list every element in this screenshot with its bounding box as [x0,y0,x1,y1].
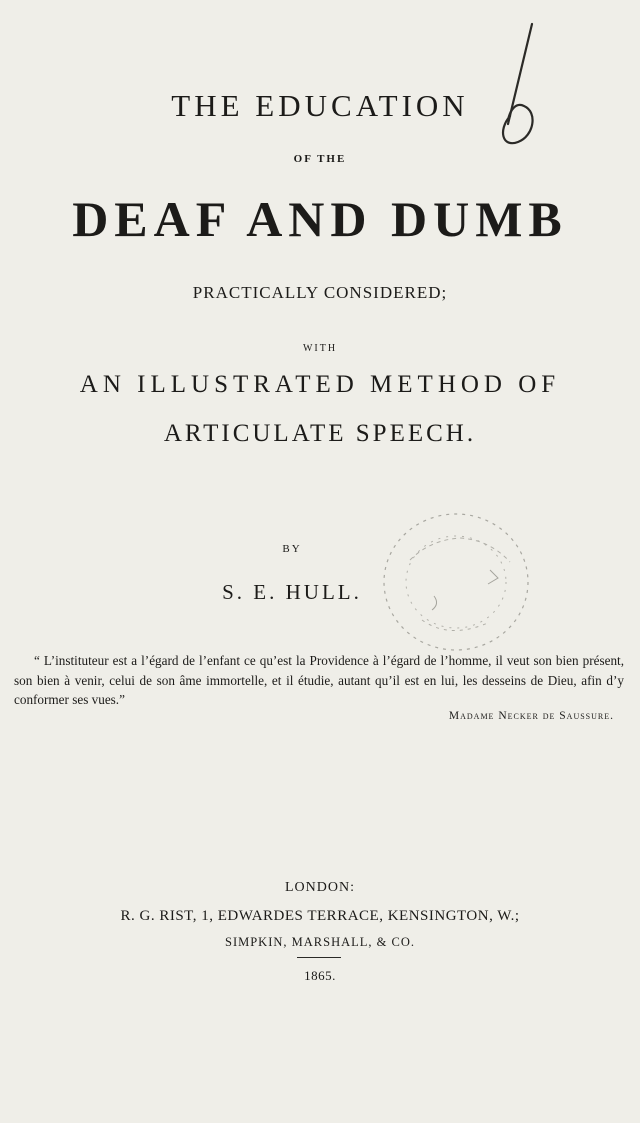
epigraph-attribution: Madame Necker de Saussure. [448,710,614,722]
imprint-year: 1865. [304,968,336,983]
title-line-deaf-and-dumb: DEAF AND DUMB [72,191,568,247]
subtitle-articulate-speech: ARTICULATE SPEECH. [163,420,477,447]
imprint-city: LONDON: [285,880,355,895]
epigraph-quote: “ L’instituteur est a l’égard de l’enfant ce qu’est la Providence à l’égard de l’homme, il veut son bien présent, son bien à venir, celui de son âme immortelle, et il étudie, autant qu’il est en lui, les desseins de Dieu, afin d’y conformer ses vues.” [14,653,624,707]
handwritten-mark [480,20,560,150]
title-line-education: THE EDUCATION [171,88,469,123]
imprint-divider [297,957,341,958]
subtitle-practically-considered: PRACTICALLY CONSIDERED; [192,283,448,302]
by-label: BY [282,543,302,555]
author-name: S. E. HULL. [222,580,362,604]
imprint-publisher: R. G. RIST, 1, EDWARDES TERRACE, KENSINGTON, W.; [120,908,520,924]
subtitle-illustrated-method: AN ILLUSTRATED METHOD OF [79,371,561,398]
subtitle-with: WITH [302,343,338,354]
imprint-seller: SIMPKIN, MARSHALL, & CO. [225,935,415,949]
title-line-of-the: OF THE [293,153,347,165]
